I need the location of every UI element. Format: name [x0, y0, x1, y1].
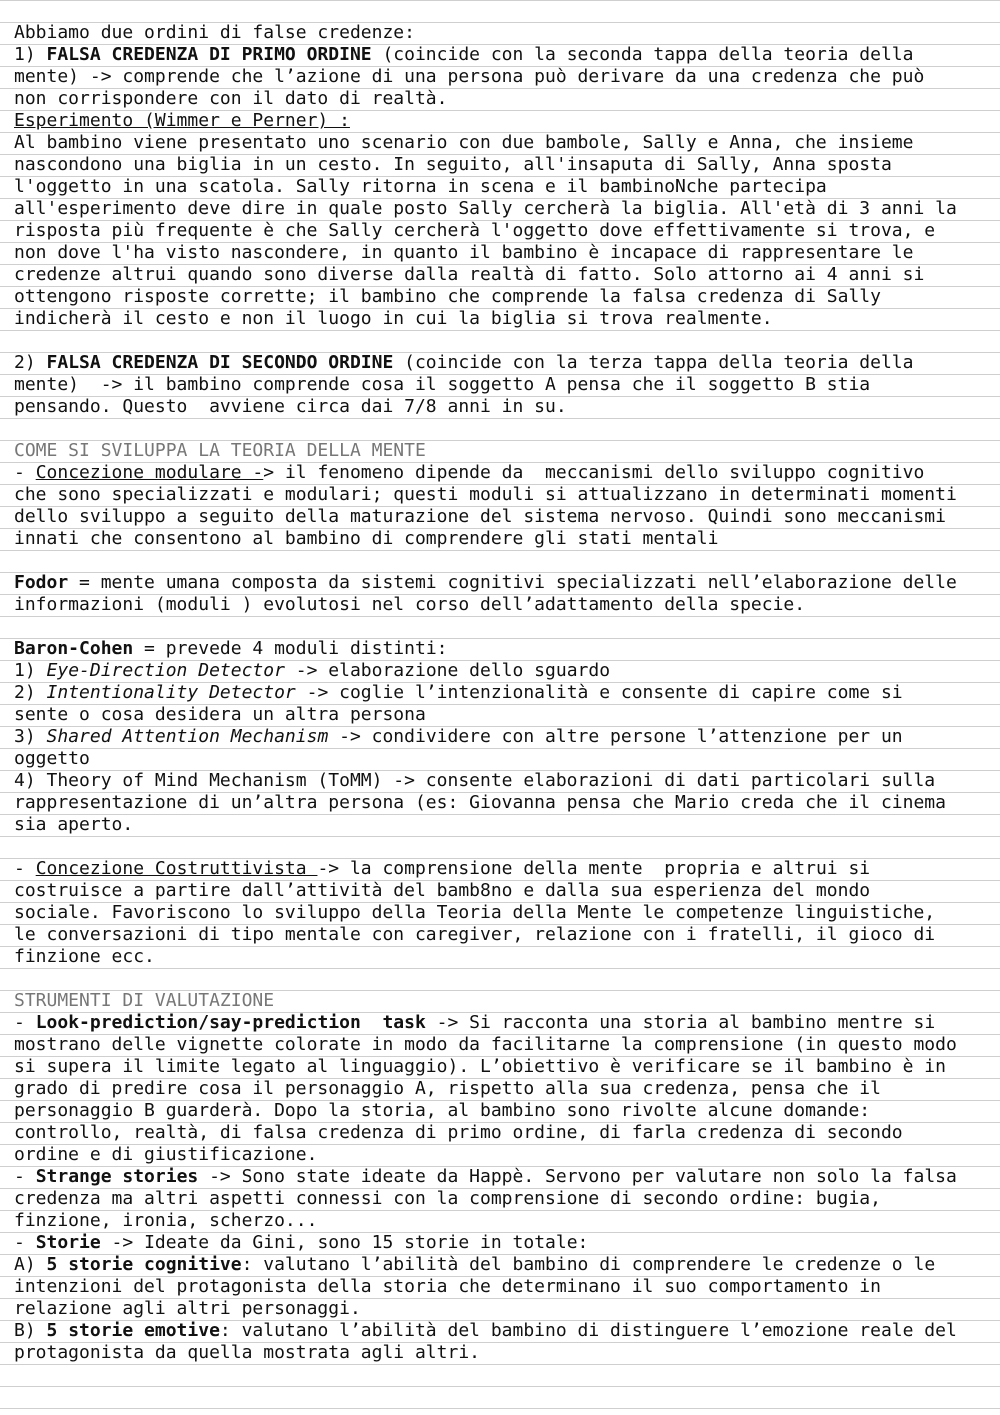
fodor-line	[14, 572, 986, 594]
text-line: sociale. Favoriscono lo sviluppo della Teoria della Mente le competenze linguistiche,	[14, 902, 936, 923]
text-line: indicherà il cesto e non il luogo in cui la biglia si trova realmente.	[14, 308, 773, 329]
section-heading-assessment-tools: STRUMENTI DI VALUTAZIONE	[14, 990, 275, 1011]
list-marker: A)	[14, 1254, 47, 1275]
text-span: -> Sono state ideate da Happè. Servono per valutare non solo la falsa	[198, 1166, 957, 1187]
text-line: nascondono una biglia in un cesto. In seguito, all'insaputa di Sally, Anna sposta	[14, 154, 892, 175]
blank-line	[14, 616, 986, 638]
baron-cohen-line	[14, 638, 986, 660]
section-heading-theory-of-mind: COME SI SVILUPPA LA TEORIA DELLA MENTE	[14, 440, 426, 461]
text-line: protagonista da quella mostrata agli altri.	[14, 1342, 480, 1363]
text-line: l'oggetto in una scatola. Sally ritorna in scena e il bambinoNche partecipa	[14, 176, 827, 197]
text-line: le conversazioni di tipo mentale con caregiver, relazione con i fratelli, il gioco di	[14, 924, 936, 945]
constructivist-concept-line	[14, 858, 986, 880]
text-line: si supera il limite legato al linguaggio). L’obiettivo è verificare se il bambino è in	[14, 1056, 946, 1077]
text-line: relazione agli altri personaggi.	[14, 1298, 361, 1319]
underlined-term: Concezione modulare -	[35, 462, 264, 483]
text-line: finzione ecc.	[14, 946, 155, 967]
list-marker: -	[14, 1166, 36, 1187]
text-span: (coincide con la terza tappa della teoria della	[393, 352, 914, 373]
text-span: : valutano l’abilità del bambino di distinguere l’emozione reale del	[219, 1320, 957, 1341]
module-item-4: 4) Theory of Mind Mechanism (ToMM) -> consente elaborazioni di dati particolari sulla	[14, 770, 936, 791]
list-marker: 2)	[14, 682, 47, 703]
module-item-2	[14, 682, 986, 704]
text-line: sente o cosa desidera un altra persona	[14, 704, 426, 725]
text-line: risposta più frequente è che Sally cercherà l'oggetto dove effettivamente si trova, e	[14, 220, 936, 241]
text-line: oggetto	[14, 748, 90, 769]
text-line: credenza ma altri aspetti connessi con la comprensione di secondo ordine: bugia,	[14, 1188, 881, 1209]
text-span: -> Ideate da Gini, sono 15 storie in totale:	[100, 1232, 589, 1253]
text-line: ordine e di giustificazione.	[14, 1144, 318, 1165]
bold-term: Storie	[35, 1232, 101, 1253]
bold-term: 5 storie cognitive	[46, 1254, 242, 1275]
look-prediction-line	[14, 1012, 986, 1034]
text-line: non dove l'ha visto nascondere, in quanto il bambino è incapace di rappresentare le	[14, 242, 914, 263]
heading-false-belief-first-order	[14, 44, 986, 66]
text-span: (coincide con la seconda tappa della teoria della	[371, 44, 914, 65]
text-line: non corrispondere con il dato di realtà.	[14, 88, 448, 109]
bold-term: FALSA CREDENZA DI PRIMO ORDINE	[46, 44, 372, 65]
text-line: mente) -> comprende che l’azione di una persona può derivare da una credenza che può	[14, 66, 925, 87]
bold-term: Baron-Cohen	[14, 638, 134, 659]
text-line: controllo, realtà, di falsa credenza di primo ordine, di farla credenza di secondo	[14, 1122, 903, 1143]
list-marker: 3)	[14, 726, 47, 747]
text-line: all'esperimento deve dire in quale posto Sally cercherà la biglia. All'età di 3 anni la	[14, 198, 957, 219]
list-marker: -	[14, 462, 36, 483]
list-marker: 2)	[14, 352, 47, 373]
bold-term: Strange stories	[35, 1166, 199, 1187]
text-span: = mente umana composta da sistemi cognitivi specializzati nell’elaborazione delle	[68, 572, 957, 593]
text-line: Al bambino viene presentato uno scenario con due bambole, Sally e Anna, che insieme	[14, 132, 914, 153]
modular-concept-line	[14, 462, 986, 484]
blank-line	[14, 330, 986, 352]
module-item-3	[14, 726, 986, 748]
text-line: informazioni (moduli ) evolutosi nel corso dell’adattamento della specie.	[14, 594, 806, 615]
list-marker: 1)	[14, 660, 47, 681]
underlined-term: Concezione Costruttivista	[35, 858, 318, 879]
list-marker: B)	[14, 1320, 47, 1341]
bold-term: 5 storie emotive	[46, 1320, 220, 1341]
stories-line	[14, 1232, 986, 1254]
bold-term: FALSA CREDENZA DI SECONDO ORDINE	[46, 352, 394, 373]
text-line: che sono specializzati e modulari; questi moduli si attualizzano in determinati momenti	[14, 484, 957, 505]
emotional-stories-line	[14, 1320, 986, 1342]
text-line: mente) -> il bambino comprende cosa il soggetto A pensa che il soggetto B stia	[14, 374, 871, 395]
list-marker: -	[14, 858, 36, 879]
text-line: dello sviluppo a seguito della maturazione del sistema nervoso. Quindi sono meccanismi	[14, 506, 946, 527]
module-item-1	[14, 660, 986, 682]
text-line: personaggio B guarderà. Dopo la storia, al bambino sono rivolte alcune domande:	[14, 1100, 871, 1121]
text-span: -> elaborazione dello sguardo	[284, 660, 611, 681]
text-line: ottengono risposte corrette; il bambino che comprende la falsa credenza di Sally	[14, 286, 881, 307]
list-marker: 1)	[14, 44, 47, 65]
heading-false-belief-second-order	[14, 352, 986, 374]
bold-term: Look-prediction/say-prediction task	[35, 1012, 426, 1033]
text-span: -> condividere con altre persone l’attenzione per un	[328, 726, 903, 747]
cognitive-stories-line	[14, 1254, 986, 1276]
text-line: innati che consentono al bambino di comprendere gli stati mentali	[14, 528, 719, 549]
text-span: = prevede 4 moduli distinti:	[133, 638, 448, 659]
text-line: credenze altrui quando sono diverse dalla realtà di fatto. Solo attorno ai 4 anni si	[14, 264, 925, 285]
text-line: costruisce a partire dall’attività del bamb8no e dalla sua esperienza del mondo	[14, 880, 871, 901]
text-line: finzione, ironia, scherzo...	[14, 1210, 318, 1231]
text-line: sia aperto.	[14, 814, 134, 835]
text-line: rappresentazione di un’altra persona (es: Giovanna pensa che Mario creda che il cinema	[14, 792, 946, 813]
text-line: grado di predire cosa il personaggio A, rispetto alla sua credenza, pensa che il	[14, 1078, 881, 1099]
strange-stories-line	[14, 1166, 986, 1188]
bold-term: Fodor	[14, 572, 69, 593]
text-span: > il fenomeno dipende da meccanismi dello sviluppo cognitivo	[263, 462, 925, 483]
experiment-title	[14, 110, 986, 132]
text-line: Abbiamo due ordini di false credenze:	[14, 22, 415, 43]
list-marker: -	[14, 1232, 36, 1253]
text-span: -> coglie l’intenzionalità e consente di capire come si	[295, 682, 903, 703]
text-span: -> Si racconta una storia al bambino mentre si	[425, 1012, 936, 1033]
blank-line	[14, 836, 986, 858]
text-span: : valutano l’abilità del bambino di comprendere le credenze o le	[241, 1254, 936, 1275]
text-line: pensando. Questo avviene circa dai 7/8 anni in su.	[14, 396, 567, 417]
italic-term: Intentionality Detector	[46, 682, 296, 703]
text-line: mostrano delle vignette colorate in modo da facilitarne la comprensione (in questo modo	[14, 1034, 957, 1055]
blank-line	[14, 418, 986, 440]
blank-line	[14, 550, 986, 572]
text-line: intenzioni del protagonista della storia che determinano il suo comportamento in	[14, 1276, 881, 1297]
underlined-text: Esperimento (Wimmer e Perner) :	[14, 110, 350, 131]
italic-term: Shared Attention Mechanism	[46, 726, 329, 747]
blank-line	[14, 968, 986, 990]
text-span: -> la comprensione della mente propria e altrui si	[317, 858, 871, 879]
italic-term: Eye-Direction Detector	[46, 660, 285, 681]
list-marker: -	[14, 1012, 36, 1033]
